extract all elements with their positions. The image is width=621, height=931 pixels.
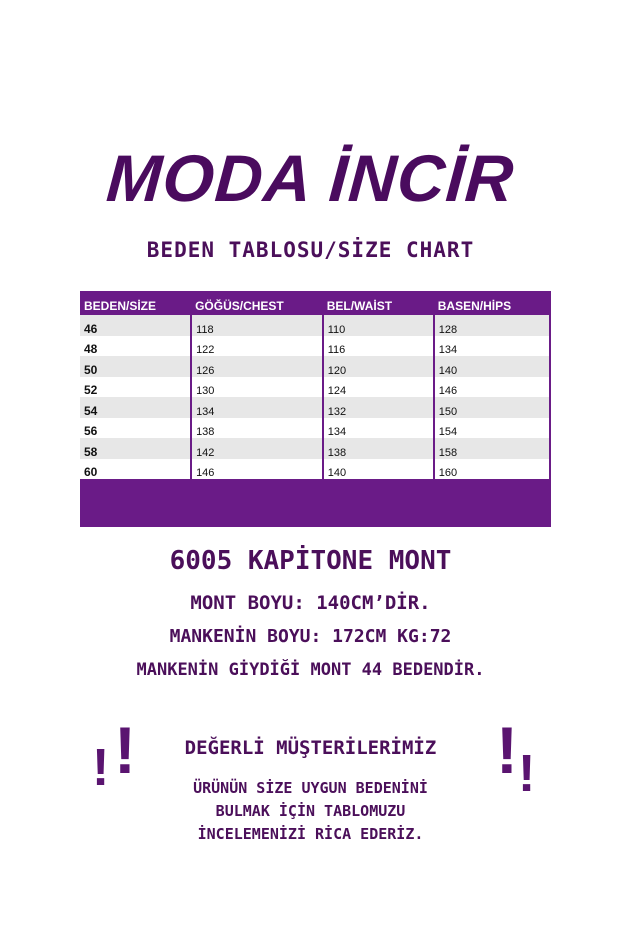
cell-waist: 134 — [323, 418, 434, 439]
cell-hips: 146 — [434, 377, 550, 398]
cell-waist: 140 — [323, 459, 434, 480]
size-chart-title: BEDEN TABLOSU/SİZE CHART — [146, 238, 475, 262]
cell-chest: 122 — [191, 336, 323, 357]
cell-size: 56 — [80, 418, 191, 439]
cell-chest: 126 — [191, 356, 323, 377]
notice-line: BULMAK İÇİN TABLOMUZU — [215, 802, 406, 820]
table-row — [80, 418, 550, 439]
cell-hips: 140 — [434, 356, 550, 377]
cell-chest: 146 — [191, 459, 323, 480]
model-size-text: MANKENİN GİYDİĞİ MONT 44 BEDENDİR. — [136, 660, 485, 680]
coat-length-text: MONT BOYU: 140CM’DİR. — [190, 592, 431, 614]
cell-waist: 132 — [323, 397, 434, 418]
table-row — [80, 315, 550, 336]
cell-size: 58 — [80, 438, 191, 459]
model-measurements-text: MANKENİN BOYU: 172CM KG:72 — [169, 626, 452, 647]
cell-hips: 128 — [434, 315, 550, 336]
cell-size: 50 — [80, 356, 191, 377]
exclamation-icon: ! — [496, 713, 518, 787]
cell-waist: 124 — [323, 377, 434, 398]
size-chart-table-panel — [80, 291, 551, 527]
table-row — [80, 397, 550, 418]
header-size: BEDEN/SİZE — [80, 291, 191, 315]
cell-hips: 160 — [434, 459, 550, 480]
cell-size: 48 — [80, 336, 191, 357]
brand-logo-text: MODA İNCİR — [104, 141, 517, 215]
exclamation-icon: ! — [92, 739, 110, 797]
header-waist: BEL/WAİST — [323, 291, 434, 315]
cell-hips: 154 — [434, 418, 550, 439]
cell-chest: 118 — [191, 315, 323, 336]
table-row — [80, 336, 550, 357]
table-row — [80, 459, 550, 480]
table-row — [80, 356, 550, 377]
notice-line: İNCELEMENİZİ RİCA EDERİZ. — [197, 825, 424, 843]
cell-size: 54 — [80, 397, 191, 418]
notice-heading: DEĞERLİ MÜŞTERİLERİMİZ — [184, 737, 437, 759]
notice-line: ÜRÜNÜN SİZE UYGUN BEDENİNİ — [193, 779, 428, 797]
cell-hips: 150 — [434, 397, 550, 418]
table-row — [80, 377, 550, 398]
product-name: 6005 KAPİTONE MONT — [169, 546, 452, 576]
exclamation-icon: ! — [518, 745, 536, 803]
table-row — [80, 438, 550, 459]
header-chest: GÖĞÜS/CHEST — [191, 291, 323, 315]
cell-waist: 110 — [323, 315, 434, 336]
table-header-row — [80, 291, 550, 315]
cell-size: 52 — [80, 377, 191, 398]
cell-hips: 158 — [434, 438, 550, 459]
cell-waist: 116 — [323, 336, 434, 357]
cell-chest: 130 — [191, 377, 323, 398]
cell-size: 60 — [80, 459, 191, 480]
cell-waist: 138 — [323, 438, 434, 459]
cell-waist: 120 — [323, 356, 434, 377]
cell-chest: 142 — [191, 438, 323, 459]
exclamation-icon: ! — [114, 713, 136, 787]
cell-size: 46 — [80, 315, 191, 336]
cell-hips: 134 — [434, 336, 550, 357]
size-chart-table — [80, 291, 551, 479]
cell-chest: 138 — [191, 418, 323, 439]
cell-chest: 134 — [191, 397, 323, 418]
header-hips: BASEN/HİPS — [434, 291, 550, 315]
